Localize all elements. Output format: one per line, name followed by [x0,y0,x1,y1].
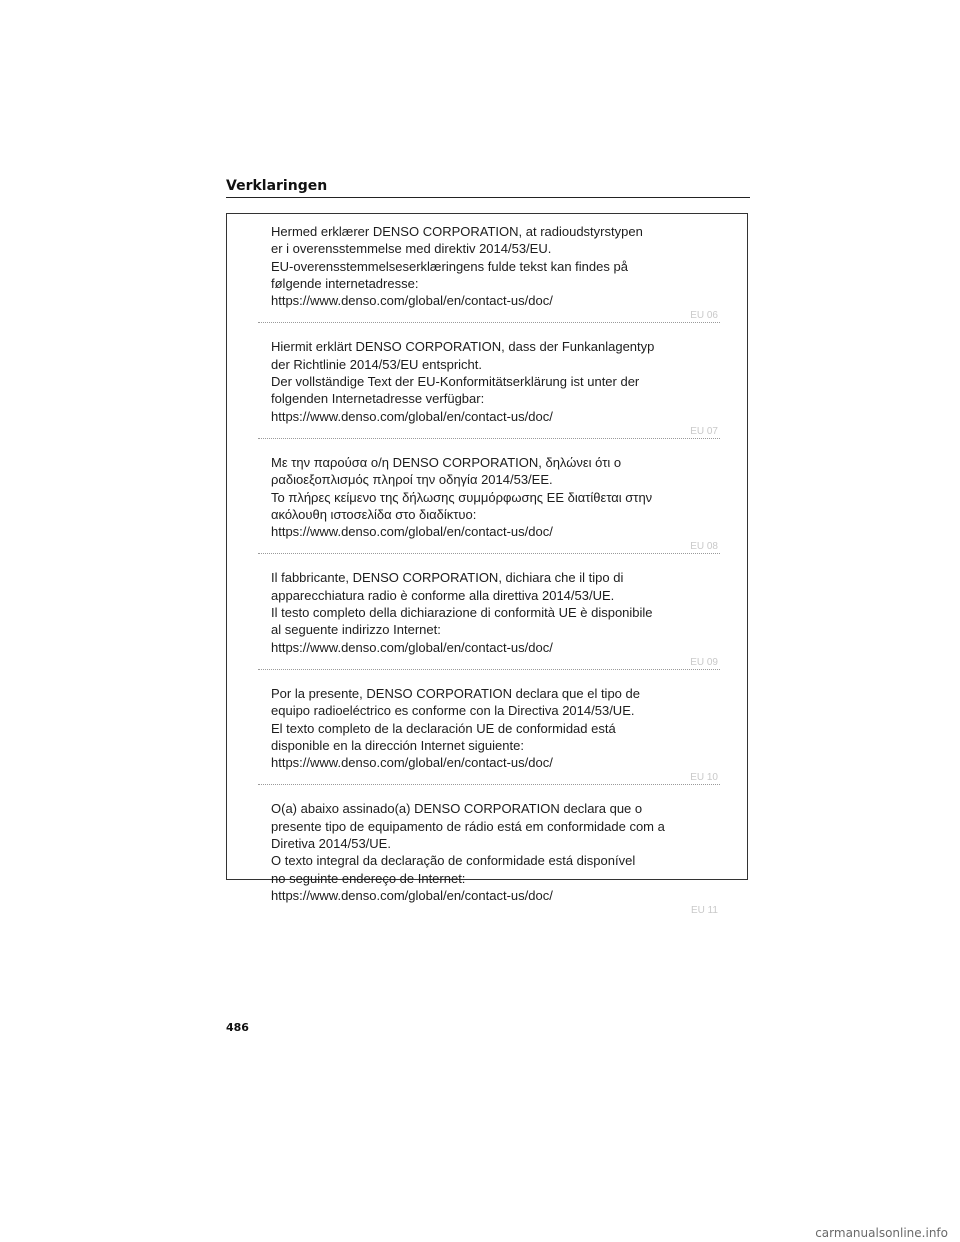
declaration-code-el: EU 08 [690,541,718,553]
declaration-list [258,223,720,917]
dotted-divider [258,553,720,554]
declaration-block-da [258,223,720,323]
declaration-block-it [258,569,720,669]
declaration-text-el: Με την παρούσα ο/η DENSO CORPORATION, δηλώνει ότι ο ραδιοεξοπλισμός πληροί την οδηγία 2014/53/ΕΕ. Το πλήρες κείμενο της δήλωσης συμμόρφωσης ΕΕ διατίθεται στην ακόλουθη ιστοσελίδα στο διαδίκτυο: https://www.denso.com/global/en/contact-us/doc/ [271,454,653,540]
declaration-text-da: Hermed erklærer DENSO CORPORATION, at radioudstyrstypen er i overensstemmelse med direktiv 2014/53/EU. EU-overensstemmelseserklæringens fulde tekst kan findes på følgende internetadresse: https://www.denso.com/global/en/contact-us/doc/ [271,224,643,309]
page-number: 486 [226,1021,249,1034]
declaration-code-es: EU 10 [690,772,718,784]
declaration-text-de: Hiermit erklärt DENSO CORPORATION, dass der Funkanlagentyp der Richtlinie 2014/53/EU entspricht. Der vollständige Text der EU-Konformitätserklärung ist unter der folgenden Internetadresse verfügbar: https://www.denso.com/global/en/contact-us/doc/ [271,339,655,424]
declaration-block-el [258,454,720,554]
dotted-divider [258,784,720,785]
declaration-block-pt [258,800,720,917]
page-title: Verklaringen [226,178,328,194]
declaration-block-de [258,338,720,438]
dotted-divider [258,669,720,670]
declaration-box [226,213,748,917]
declaration-code-pt: EU 11 [690,905,718,917]
declaration-text-it: Il fabbricante, DENSO CORPORATION, dichiara che il tipo di apparecchiatura radio è conforme alla direttiva 2014/53/UE. Il testo completo della dichiarazione di conformità UE è disponibile al seguente indirizzo Internet: https://www.denso.com/global/en/contact-us/doc/ [271,570,653,655]
declaration-code-de: EU 07 [690,425,718,437]
declaration-text-pt: O(a) abaixo assinado(a) DENSO CORPORATION declara que o presente tipo de equipamento de rádio está em conformidade com a Diretiva 2014/53/UE. O texto integral da declaração de conformidade está disponível no seguinte endereço de Internet: https://www.denso.com/global/en/contact-us/doc/ [271,801,665,903]
declaration-block-es [258,685,720,785]
watermark: carmanualsonline.info [815,1226,948,1240]
declaration-text-es: Por la presente, DENSO CORPORATION declara que el tipo de equipo radioeléctrico es conforme con la Directiva 2014/53/UE. El texto completo de la declaración UE de conformidad está disponible en la dirección Internet siguiente: https://www.denso.com/global/en/contact-us/doc/ [271,685,640,771]
page-header [226,178,750,198]
dotted-divider [258,438,720,439]
declaration-code-it: EU 09 [690,656,718,668]
declaration-code-da: EU 06 [690,310,718,322]
dotted-divider [258,322,720,323]
